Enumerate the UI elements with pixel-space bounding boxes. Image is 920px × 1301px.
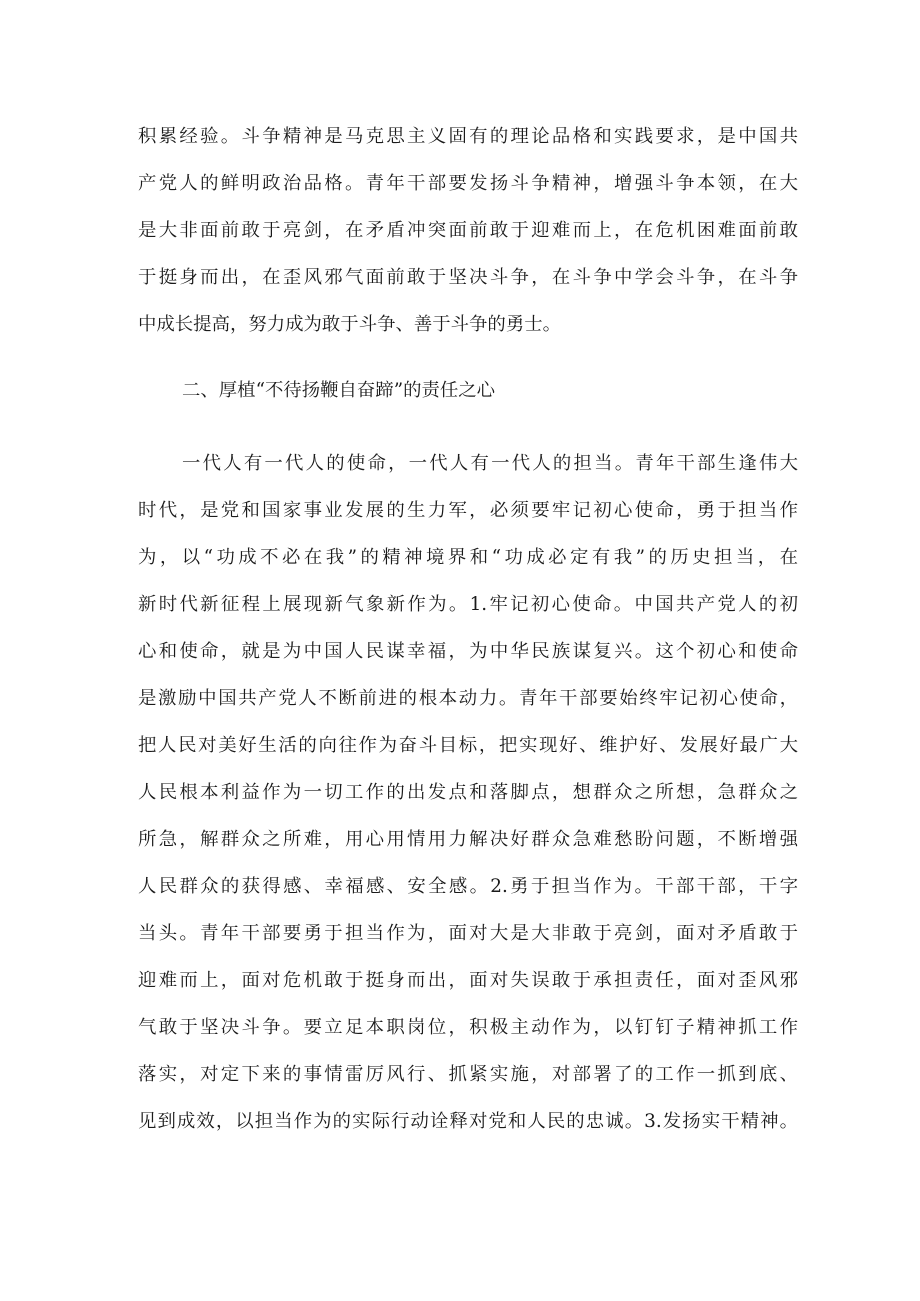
paragraph-line: 当头。青年干部要勇于担当作为，面对大是大非敢于亮剑，面对矛盾敢于 (138, 923, 798, 944)
paragraph-line: 迎难而上，面对危机敢于挺身而出，面对失误敢于承担责任，面对歪风邪 (138, 970, 798, 991)
paragraph-line: 所急，解群众之所难，用心用情用力解决好群众急难愁盼问题，不断增强 (138, 829, 798, 850)
paragraph-line: 新时代新征程上展现新气象新作为。1.牢记初心使命。中国共产党人的初 (138, 594, 798, 615)
paragraph-line: 积累经验。斗争精神是马克思主义固有的理论品格和实践要求，是中国共 (138, 126, 798, 147)
paragraph-line: 落实，对定下来的事情雷厉风行、抓紧实施，对部署了的工作一抓到底、 (138, 1064, 798, 1085)
paragraph-line: 时代，是党和国家事业发展的生力军，必须要牢记初心使命，勇于担当作 (138, 500, 798, 521)
paragraph-line: 一代人有一代人的使命，一代人有一代人的担当。青年干部生逢伟大 (182, 453, 798, 474)
paragraph-line: 人民群众的获得感、幸福感、安全感。2.勇于担当作为。干部干部，干字 (138, 876, 798, 897)
section-heading: 二、厚植“不待扬鞭自奋蹄”的责任之心 (182, 380, 496, 401)
paragraph-line: 把人民对美好生活的向往作为奋斗目标，把实现好、维护好、发展好最广大 (138, 735, 798, 756)
paragraph-line: 见到成效，以担当作为的实际行动诠释对党和人民的忠诚。3.发扬实干精神。 (138, 1111, 798, 1132)
paragraph-line: 为，以“功成不必在我”的精神境界和“功成必定有我”的历史担当，在 (138, 547, 798, 568)
paragraph-line: 心和使命，就是为中国人民谋幸福，为中华民族谋复兴。这个初心和使命 (138, 641, 798, 662)
paragraph-line: 产党人的鲜明政治品格。青年干部要发扬斗争精神，增强斗争本领，在大 (138, 173, 798, 194)
paragraph-line: 气敢于坚决斗争。要立足本职岗位，积极主动作为，以钉钉子精神抓工作 (138, 1017, 798, 1038)
paragraph-line: 中成长提高，努力成为敢于斗争、善于斗争的勇士。 (138, 314, 561, 335)
paragraph-line: 于挺身而出，在歪风邪气面前敢于坚决斗争，在斗争中学会斗争，在斗争 (138, 267, 798, 288)
paragraph-line: 人民根本利益作为一切工作的出发点和落脚点，想群众之所想，急群众之 (138, 782, 798, 803)
paragraph-line: 是激励中国共产党人不断前进的根本动力。青年干部要始终牢记初心使命， (138, 688, 798, 709)
paragraph-line: 是大非面前敢于亮剑，在矛盾冲突面前敢于迎难而上，在危机困难面前敢 (138, 220, 798, 241)
